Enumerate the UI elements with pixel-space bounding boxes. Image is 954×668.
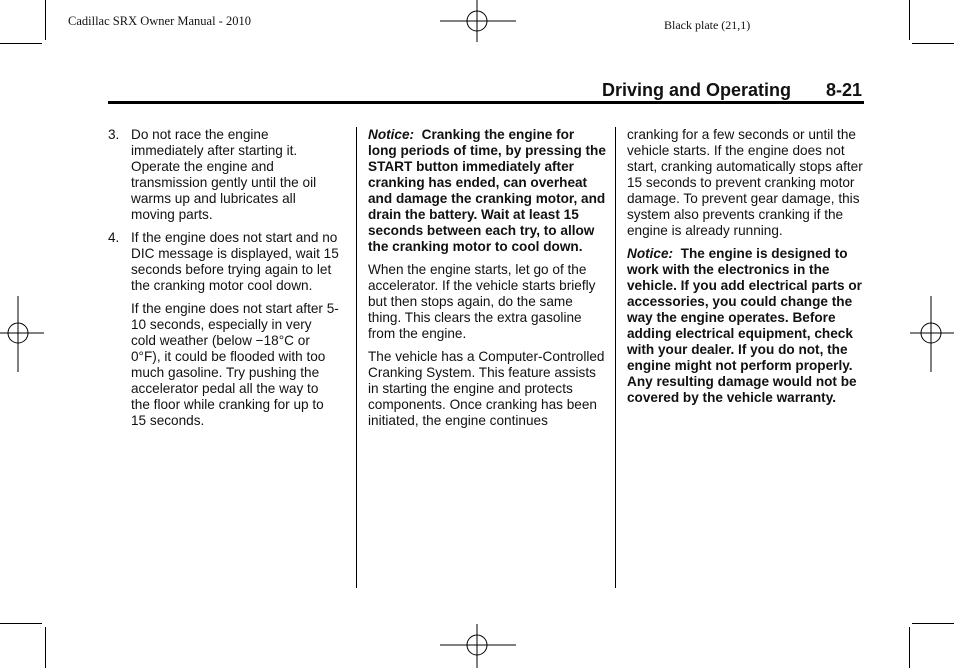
list-item [108, 230, 340, 294]
body-paragraph: The vehicle has a Computer-Controlled Cranking System. This feature assists in starting the engine and protects components. Once cranking has been initiated, the engine continues [368, 349, 605, 428]
registration-mark-top [440, 0, 516, 44]
section-title: Driving and Operating [602, 80, 792, 100]
list-text: Do not race the engine immediately after starting it. Operate the engine and transmission gently until the oil warms up and lubricates all moving parts. [131, 127, 317, 222]
notice-text: The engine is designed to work with the electronics in the vehicle. If you add electrical parts or accessories, you could change the way the engine operates. Before adding electrical equipment, check with your dealer. If you do not, the engine might not perform properly. Any resulting damage would not be covered by the vehicle warranty. [627, 246, 862, 405]
list-number: 4. [108, 230, 120, 245]
notice-text: Cranking the engine for long periods of time, by pressing the START button immediately after cranking has ended, can overheat and damage the cranking motor, and drain the battery. Wait at least 15 seconds between each try, to allow the cranking motor to cool down. [368, 127, 606, 254]
notice-label: Notice: [627, 246, 674, 261]
registration-mark-bottom [440, 624, 516, 668]
page-number: 8-21 [826, 80, 863, 100]
body-paragraph: When the engine starts, let go of the accelerator. If the vehicle starts briefly but then stops again, do the same thing. This clears the extra gasoline from the engine. [368, 262, 596, 341]
registration-mark-right [910, 296, 954, 372]
list-item [108, 127, 340, 223]
plate-label: Black plate (21,1) [664, 18, 751, 32]
list-continuation: If the engine does not start after 5-10 seconds, especially in very cold weather (below −18°C or 0°F), it could be flooded with too much gasoline. Try pushing the accelerator pedal all the way to the floor while cranking for up to 15 seconds. [131, 301, 339, 428]
body-paragraph: cranking for a few seconds or until the vehicle starts. If the engine does not start, cranking automatically stops after 15 seconds to prevent cranking motor damage. To prevent gear damage, this system also prevents cranking if the engine is already running. [627, 127, 863, 238]
column-divider [615, 127, 616, 588]
list-text: If the engine does not start and no DIC message is displayed, wait 15 seconds before trying again to let the cranking motor cool down. [131, 230, 339, 293]
manual-title: Cadillac SRX Owner Manual - 2010 [68, 14, 251, 28]
column-3 [627, 127, 865, 413]
header-rule [108, 101, 864, 104]
column-1 [108, 127, 340, 436]
notice-label: Notice: [368, 127, 415, 142]
list-number: 3. [108, 127, 120, 142]
registration-mark-left [0, 296, 44, 372]
notice-block [627, 246, 865, 406]
column-2 [368, 127, 606, 436]
column-divider [356, 127, 357, 588]
notice-block [368, 127, 606, 255]
